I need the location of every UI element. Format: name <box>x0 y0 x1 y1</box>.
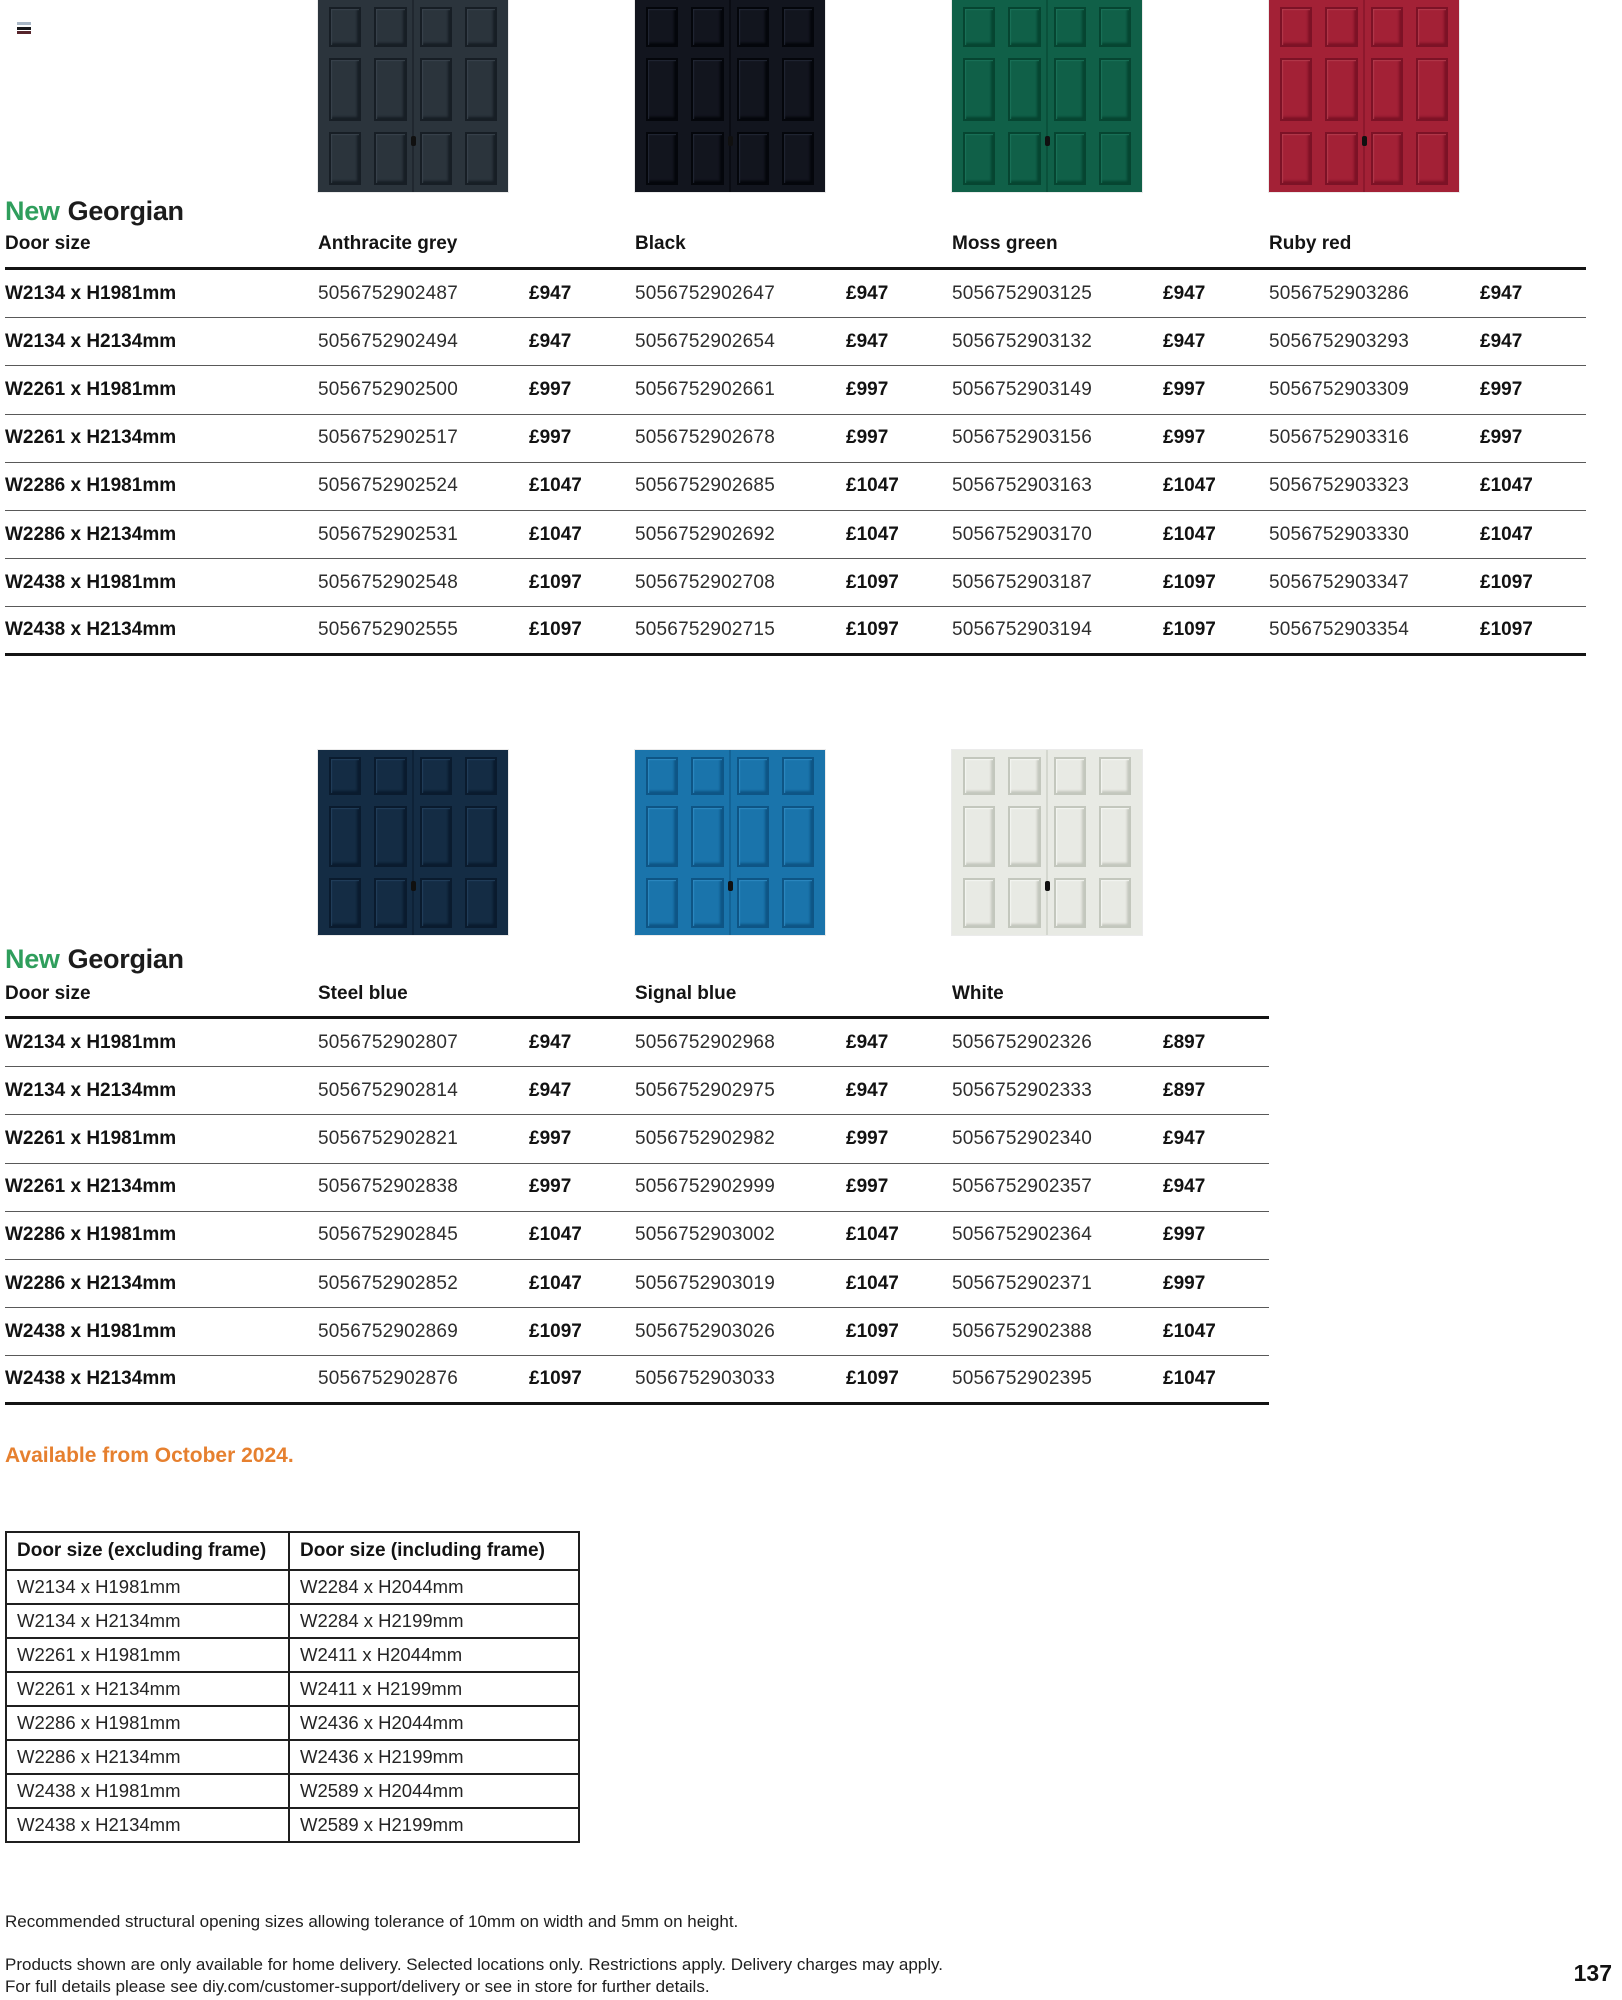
product-code: 5056752902814 <box>318 1079 458 1101</box>
table-row <box>6 1638 579 1672</box>
column-header-door-size: Door size <box>5 233 91 254</box>
product-code: 5056752902807 <box>318 1031 458 1053</box>
table-row <box>6 1774 579 1808</box>
door-panels <box>646 7 814 185</box>
price: £1097 <box>1480 571 1533 593</box>
product-code: 5056752902715 <box>635 618 775 640</box>
table-row <box>5 415 1586 463</box>
size-excluding: W2438 x H2134mm <box>6 1808 289 1842</box>
table-row <box>5 463 1586 511</box>
page-number: 137 <box>1573 1960 1612 1986</box>
product-code: 5056752903330 <box>1269 523 1409 545</box>
door-image-signal-blue <box>635 750 825 935</box>
price: £1047 <box>1480 523 1533 545</box>
product-code: 5056752903347 <box>1269 571 1409 593</box>
door-size: W2134 x H1981mm <box>5 1031 177 1053</box>
door-size: W2286 x H1981mm <box>5 475 177 497</box>
table-row <box>5 1019 1269 1067</box>
price: £947 <box>1163 282 1206 304</box>
price-table-2 <box>5 1016 1269 1405</box>
table-row <box>5 1356 1269 1404</box>
product-code: 5056752902500 <box>318 378 458 400</box>
section-title-2 <box>5 944 184 975</box>
range-name: Georgian <box>67 944 184 974</box>
product-code: 5056752902555 <box>318 618 458 640</box>
price: £1047 <box>846 523 899 545</box>
door-size: W2261 x H1981mm <box>5 378 177 400</box>
price: £1097 <box>1480 618 1533 640</box>
price: £947 <box>846 1079 889 1101</box>
table-row <box>5 366 1586 414</box>
table-row <box>5 1260 1269 1308</box>
price: £1097 <box>1163 618 1216 640</box>
product-code: 5056752902708 <box>635 571 775 593</box>
door-panels <box>963 7 1131 185</box>
price: £1097 <box>529 571 582 593</box>
table-row <box>5 270 1586 318</box>
door-panels <box>329 757 497 928</box>
price: £1097 <box>846 1367 899 1389</box>
product-code: 5056752902388 <box>952 1320 1092 1342</box>
price: £947 <box>1163 1127 1206 1149</box>
door-size: W2261 x H2134mm <box>5 1176 177 1198</box>
price-table-1-header <box>5 231 1586 257</box>
table-row <box>5 607 1586 655</box>
size-including: W2436 x H2044mm <box>289 1706 579 1740</box>
header-including-frame: Door size (including frame) <box>289 1532 579 1570</box>
door-size: W2438 x H2134mm <box>5 618 177 640</box>
product-code: 5056752903033 <box>635 1367 775 1389</box>
product-code: 5056752902494 <box>318 330 458 352</box>
price: £1047 <box>846 475 899 497</box>
table-header-row <box>6 1532 579 1570</box>
product-code: 5056752903132 <box>952 330 1092 352</box>
product-code: 5056752903002 <box>635 1224 775 1246</box>
product-code: 5056752902371 <box>952 1272 1092 1294</box>
availability-note: Available from October 2024. <box>5 1444 294 1467</box>
product-code: 5056752902845 <box>318 1224 458 1246</box>
door-images-row-1 <box>318 0 1459 192</box>
column-header-signal-blue: Signal blue <box>635 983 737 1004</box>
price: £997 <box>1163 378 1206 400</box>
price: £997 <box>1480 378 1523 400</box>
price: £997 <box>1163 1272 1206 1294</box>
door-handle-icon <box>411 136 416 146</box>
door-panels <box>329 7 497 185</box>
price: £1097 <box>1163 571 1216 593</box>
table-row <box>6 1672 579 1706</box>
footer-details-note: For full details please see diy.com/customer-support/delivery or see in store for further details. <box>5 1977 710 1996</box>
door-panels <box>1280 7 1448 185</box>
product-code: 5056752902364 <box>952 1224 1092 1246</box>
product-code: 5056752902999 <box>635 1176 775 1198</box>
product-code: 5056752903286 <box>1269 282 1409 304</box>
product-code: 5056752903149 <box>952 378 1092 400</box>
door-handle-icon <box>728 881 733 891</box>
door-size: W2286 x H1981mm <box>5 1224 177 1246</box>
price: £997 <box>1163 1224 1206 1246</box>
product-code: 5056752902876 <box>318 1367 458 1389</box>
product-code: 5056752903187 <box>952 571 1092 593</box>
price: £1047 <box>529 1272 582 1294</box>
price: £1047 <box>1163 523 1216 545</box>
table-row <box>5 559 1586 607</box>
price: £997 <box>846 1127 889 1149</box>
price: £947 <box>846 330 889 352</box>
product-code: 5056752902326 <box>952 1031 1092 1053</box>
range-name: Georgian <box>67 196 184 226</box>
table-row <box>6 1570 579 1604</box>
price: £997 <box>529 427 572 449</box>
footer-delivery-note: Products shown are only available for home delivery. Selected locations only. Restrictions apply. Delivery charges may apply. <box>5 1955 943 1974</box>
price: £997 <box>846 1176 889 1198</box>
price: £1097 <box>846 571 899 593</box>
price: £947 <box>529 282 572 304</box>
new-badge: New <box>5 196 60 226</box>
product-code: 5056752903309 <box>1269 378 1409 400</box>
new-badge: New <box>5 944 60 974</box>
product-code: 5056752902333 <box>952 1079 1092 1101</box>
price: £897 <box>1163 1079 1206 1101</box>
price: £1097 <box>846 618 899 640</box>
menu-icon[interactable] <box>17 22 31 34</box>
table-row <box>5 1164 1269 1212</box>
product-code: 5056752903293 <box>1269 330 1409 352</box>
price: £1047 <box>529 523 582 545</box>
table-row <box>6 1706 579 1740</box>
table-row <box>6 1808 579 1842</box>
door-size: W2438 x H2134mm <box>5 1367 177 1389</box>
price: £1047 <box>1163 1367 1216 1389</box>
table-row <box>6 1740 579 1774</box>
door-image-moss-green <box>952 0 1142 192</box>
price: £947 <box>529 330 572 352</box>
price: £1047 <box>1163 475 1216 497</box>
product-code: 5056752903194 <box>952 618 1092 640</box>
size-excluding: W2286 x H1981mm <box>6 1706 289 1740</box>
door-image-steel-blue <box>318 750 508 935</box>
price-table-2-header <box>5 981 1269 1007</box>
door-image-ruby-red <box>1269 0 1459 192</box>
product-code: 5056752903156 <box>952 427 1092 449</box>
product-code: 5056752902340 <box>952 1127 1092 1149</box>
door-image-anthracite-grey <box>318 0 508 192</box>
door-handle-icon <box>1045 136 1050 146</box>
product-code: 5056752903019 <box>635 1272 775 1294</box>
price: £947 <box>1480 282 1523 304</box>
price: £897 <box>1163 1031 1206 1053</box>
price-table-1 <box>5 267 1586 656</box>
product-code: 5056752903354 <box>1269 618 1409 640</box>
price: £1047 <box>1163 1320 1216 1342</box>
table-row <box>6 1604 579 1638</box>
product-code: 5056752902821 <box>318 1127 458 1149</box>
product-code: 5056752902692 <box>635 523 775 545</box>
size-excluding: W2438 x H1981mm <box>6 1774 289 1808</box>
product-code: 5056752903026 <box>635 1320 775 1342</box>
price: £1097 <box>529 1367 582 1389</box>
table-row <box>5 1308 1269 1356</box>
door-size: W2286 x H2134mm <box>5 1272 177 1294</box>
product-code: 5056752902975 <box>635 1079 775 1101</box>
price: £997 <box>1163 427 1206 449</box>
column-header-steel-blue: Steel blue <box>318 983 408 1004</box>
product-code: 5056752902838 <box>318 1176 458 1198</box>
size-including: W2589 x H2199mm <box>289 1808 579 1842</box>
price: £1047 <box>529 475 582 497</box>
price: £1097 <box>529 618 582 640</box>
product-code: 5056752902661 <box>635 378 775 400</box>
table-row <box>5 511 1586 559</box>
product-code: 5056752903125 <box>952 282 1092 304</box>
column-header-black: Black <box>635 233 686 254</box>
column-header-moss-green: Moss green <box>952 233 1058 254</box>
column-header-anthracite-grey: Anthracite grey <box>318 233 458 254</box>
price: £1047 <box>846 1272 899 1294</box>
footer-tolerance-note: Recommended structural opening sizes allowing tolerance of 10mm on width and 5mm on height. <box>5 1912 739 1931</box>
size-excluding: W2261 x H1981mm <box>6 1638 289 1672</box>
header-excluding-frame: Door size (excluding frame) <box>6 1532 289 1570</box>
product-code: 5056752902968 <box>635 1031 775 1053</box>
product-code: 5056752903163 <box>952 475 1092 497</box>
product-code: 5056752902654 <box>635 330 775 352</box>
product-code: 5056752903323 <box>1269 475 1409 497</box>
size-excluding: W2286 x H2134mm <box>6 1740 289 1774</box>
price: £1047 <box>1480 475 1533 497</box>
product-code: 5056752902982 <box>635 1127 775 1149</box>
door-image-white <box>952 750 1142 935</box>
price: £947 <box>1163 1176 1206 1198</box>
door-size: W2134 x H1981mm <box>5 282 177 304</box>
price: £947 <box>846 282 889 304</box>
product-code: 5056752902869 <box>318 1320 458 1342</box>
product-code: 5056752902487 <box>318 282 458 304</box>
table-row <box>5 1115 1269 1163</box>
product-code: 5056752902678 <box>635 427 775 449</box>
product-code: 5056752902647 <box>635 282 775 304</box>
table-row <box>5 1212 1269 1260</box>
door-handle-icon <box>411 881 416 891</box>
door-panels <box>646 757 814 928</box>
door-size: W2438 x H1981mm <box>5 571 177 593</box>
price: £947 <box>846 1031 889 1053</box>
size-excluding: W2134 x H1981mm <box>6 1570 289 1604</box>
door-size: W2286 x H2134mm <box>5 523 177 545</box>
price: £997 <box>529 378 572 400</box>
size-including: W2411 x H2199mm <box>289 1672 579 1706</box>
door-handle-icon <box>1362 136 1367 146</box>
product-code: 5056752902852 <box>318 1272 458 1294</box>
product-code: 5056752902395 <box>952 1367 1092 1389</box>
product-code: 5056752903170 <box>952 523 1092 545</box>
column-header-white: White <box>952 983 1004 1004</box>
door-handle-icon <box>728 136 733 146</box>
door-image-black <box>635 0 825 192</box>
door-size: W2438 x H1981mm <box>5 1320 177 1342</box>
door-handle-icon <box>1045 881 1050 891</box>
product-code: 5056752902517 <box>318 427 458 449</box>
door-size: W2261 x H2134mm <box>5 427 177 449</box>
product-code: 5056752902357 <box>952 1176 1092 1198</box>
price: £947 <box>1480 330 1523 352</box>
door-size: W2261 x H1981mm <box>5 1127 177 1149</box>
product-code: 5056752902685 <box>635 475 775 497</box>
table-row <box>5 318 1586 366</box>
price: £997 <box>846 378 889 400</box>
column-header-ruby-red: Ruby red <box>1269 233 1352 254</box>
price: £997 <box>846 427 889 449</box>
product-code: 5056752902524 <box>318 475 458 497</box>
door-size: W2134 x H2134mm <box>5 330 177 352</box>
size-including: W2589 x H2044mm <box>289 1774 579 1808</box>
price: £1047 <box>846 1224 899 1246</box>
door-images-row-2 <box>318 750 1142 935</box>
product-code: 5056752902548 <box>318 571 458 593</box>
section-title-1 <box>5 196 184 227</box>
price: £1047 <box>529 1224 582 1246</box>
price: £947 <box>529 1079 572 1101</box>
price: £947 <box>1163 330 1206 352</box>
price: £997 <box>1480 427 1523 449</box>
size-including: W2284 x H2199mm <box>289 1604 579 1638</box>
door-panels <box>963 757 1131 928</box>
price: £997 <box>529 1176 572 1198</box>
size-excluding: W2134 x H2134mm <box>6 1604 289 1638</box>
product-code: 5056752902531 <box>318 523 458 545</box>
price: £1097 <box>846 1320 899 1342</box>
size-excluding: W2261 x H2134mm <box>6 1672 289 1706</box>
table-row <box>5 1067 1269 1115</box>
door-size: W2134 x H2134mm <box>5 1079 177 1101</box>
product-code: 5056752903316 <box>1269 427 1409 449</box>
price: £997 <box>529 1127 572 1149</box>
size-including: W2284 x H2044mm <box>289 1570 579 1604</box>
door-size-conversion-table <box>5 1531 580 1843</box>
column-header-door-size: Door size <box>5 983 91 1004</box>
price: £947 <box>529 1031 572 1053</box>
size-including: W2436 x H2199mm <box>289 1740 579 1774</box>
size-including: W2411 x H2044mm <box>289 1638 579 1672</box>
price: £1097 <box>529 1320 582 1342</box>
